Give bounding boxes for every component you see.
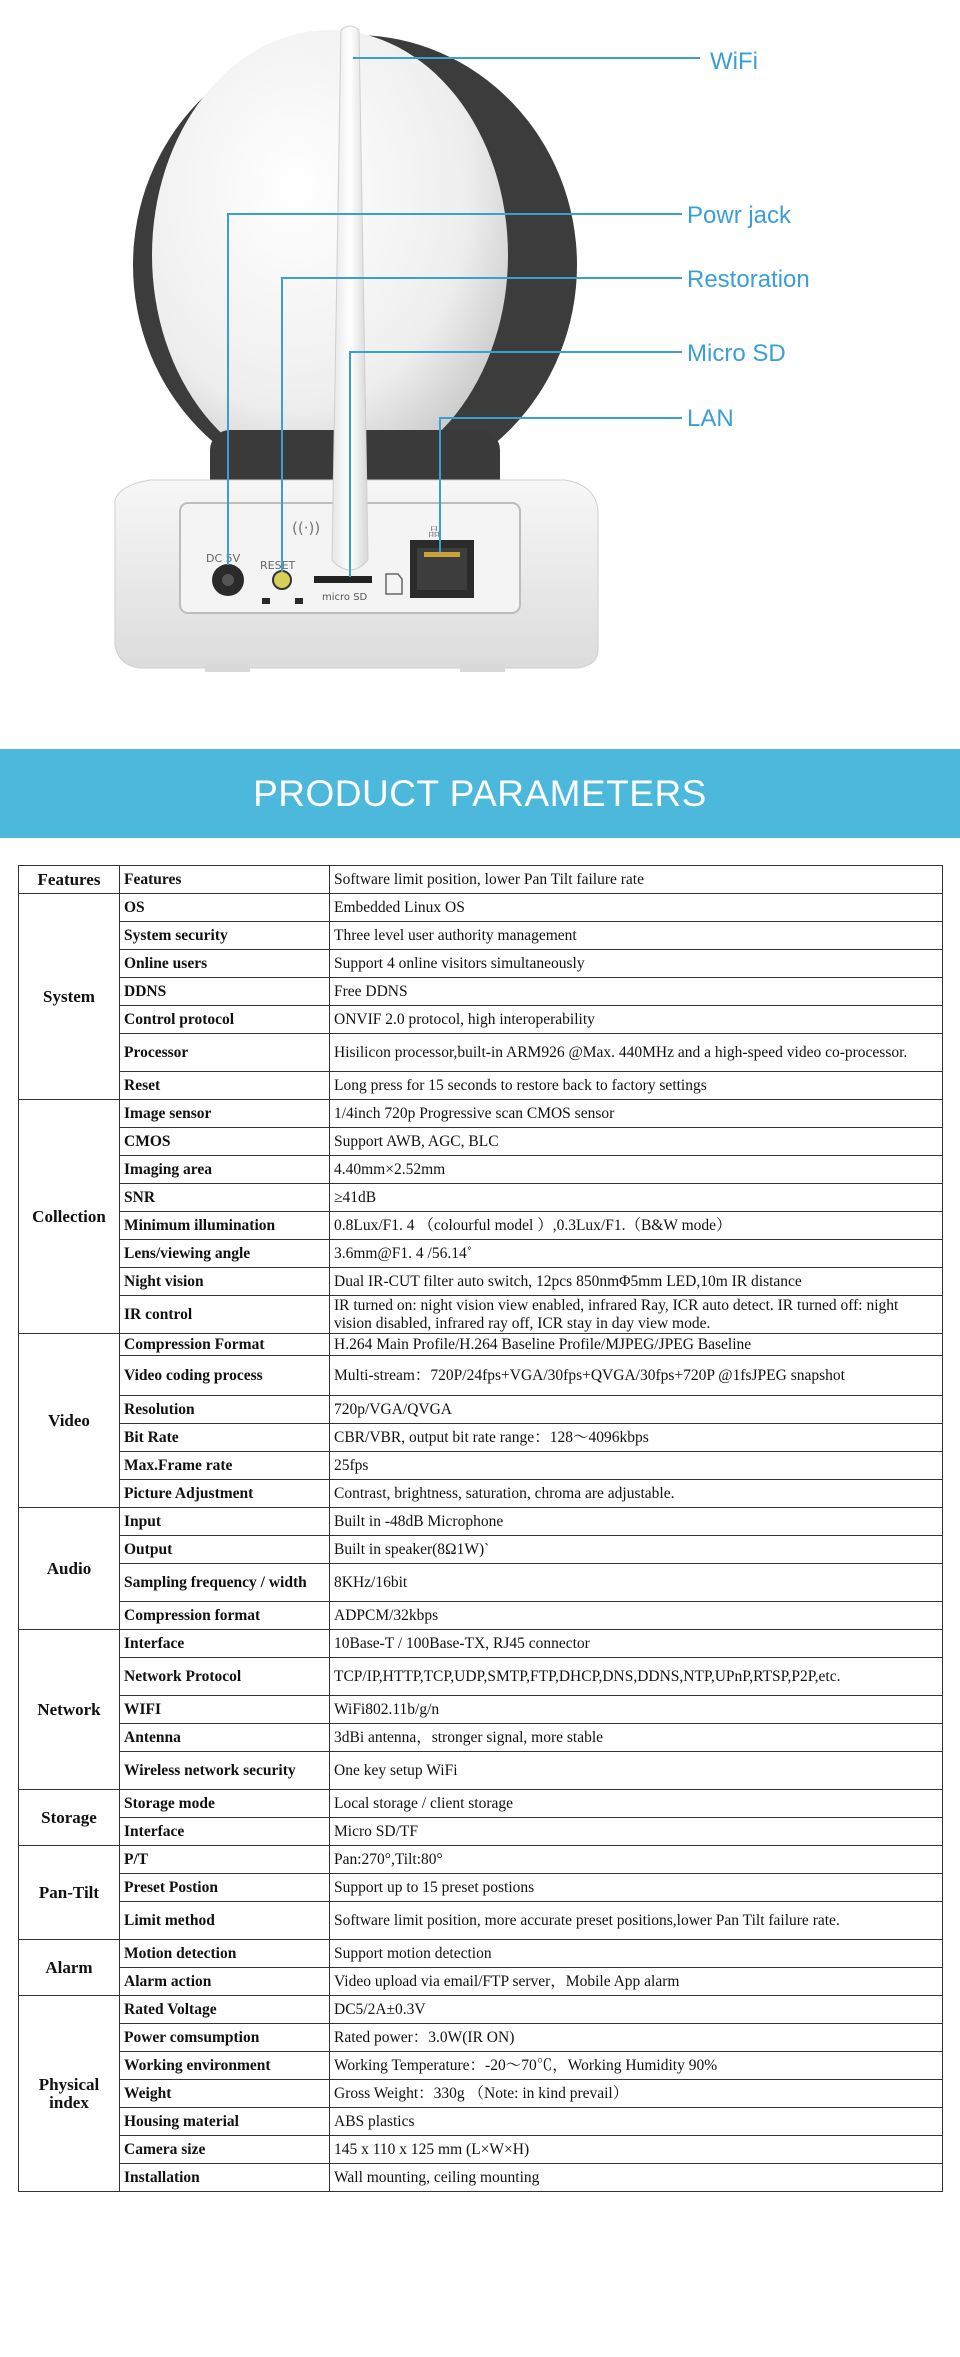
- camera-figure: [0, 0, 960, 745]
- parameter-value-cell: Wall mounting, ceiling mounting: [330, 2164, 943, 2192]
- parameter-name-cell: Input: [120, 1508, 330, 1536]
- category-cell: Storage: [19, 1790, 120, 1846]
- parameter-value-cell: 3.6mm@F1. 4 /56.14˚: [330, 1240, 943, 1268]
- table-row: [19, 866, 943, 894]
- table-row: [19, 1034, 943, 1072]
- table-row: [19, 950, 943, 978]
- parameter-name-cell: Lens/viewing angle: [120, 1240, 330, 1268]
- parameter-value-cell: DC5/2A±0.3V: [330, 1996, 943, 2024]
- parameter-value-cell: Three level user authority management: [330, 922, 943, 950]
- parameter-name-cell: Processor: [120, 1034, 330, 1072]
- parameter-value-cell: Pan:270°,Tilt:80°: [330, 1846, 943, 1874]
- parameter-value-cell: 1/4inch 720p Progressive scan CMOS sensor: [330, 1100, 943, 1128]
- parameter-value-cell: Software limit position, more accurate preset positions,lower Pan Tilt failure rate.: [330, 1902, 943, 1940]
- micro-port-label: micro SD: [322, 592, 368, 603]
- parameter-name-cell: Night vision: [120, 1268, 330, 1296]
- parameter-name-cell: Interface: [120, 1630, 330, 1658]
- parameter-value-cell: Built in speaker(8Ω1W)`: [330, 1536, 943, 1564]
- table-row: [19, 1268, 943, 1296]
- parameter-value-cell: Video upload via email/FTP server，Mobile App alarm: [330, 1968, 943, 1996]
- parameter-name-cell: WIFI: [120, 1696, 330, 1724]
- parameter-name-cell: CMOS: [120, 1128, 330, 1156]
- parameter-value-cell: WiFi802.11b/g/n: [330, 1696, 943, 1724]
- parameter-value-cell: Rated power：3.0W(IR ON): [330, 2024, 943, 2052]
- parameter-value-cell: 3dBi antenna，stronger signal, more stable: [330, 1724, 943, 1752]
- table-row: [19, 1902, 943, 1940]
- table-row: [19, 1452, 943, 1480]
- table-row: [19, 1296, 943, 1334]
- parameter-value-cell: Support motion detection: [330, 1940, 943, 1968]
- parameter-name-cell: Storage mode: [120, 1790, 330, 1818]
- parameter-name-cell: Camera size: [120, 2136, 330, 2164]
- parameter-name-cell: Picture Adjustment: [120, 1480, 330, 1508]
- parameter-value-cell: 145 x 110 x 125 mm (L×W×H): [330, 2136, 943, 2164]
- callout-wifi: WiFi: [710, 48, 758, 75]
- table-row: [19, 1940, 943, 1968]
- parameter-name-cell: Video coding process: [120, 1356, 330, 1396]
- camera-sphere: [152, 30, 508, 480]
- table-row: [19, 1396, 943, 1424]
- parameter-name-cell: Minimum illumination: [120, 1212, 330, 1240]
- parameter-name-cell: Resolution: [120, 1396, 330, 1424]
- table-row: [19, 1334, 943, 1356]
- parameter-value-cell: ≥41dB: [330, 1184, 943, 1212]
- table-row: [19, 1100, 943, 1128]
- product-parameters-table: [18, 865, 943, 2192]
- parameter-name-cell: Interface: [120, 1818, 330, 1846]
- parameter-name-cell: Rated Voltage: [120, 1996, 330, 2024]
- parameter-value-cell: ONVIF 2.0 protocol, high interoperability: [330, 1006, 943, 1034]
- parameter-value-cell: Support 4 online visitors simultaneously: [330, 950, 943, 978]
- parameter-name-cell: Housing material: [120, 2108, 330, 2136]
- table-row: [19, 2052, 943, 2080]
- table-row: [19, 1508, 943, 1536]
- callout-lan: LAN: [687, 405, 734, 432]
- table-row: [19, 1356, 943, 1396]
- parameter-value-cell: 25fps: [330, 1452, 943, 1480]
- parameter-name-cell: Control protocol: [120, 1006, 330, 1034]
- table-row: [19, 1724, 943, 1752]
- callout-restoration: Restoration: [687, 266, 810, 293]
- parameter-name-cell: DDNS: [120, 978, 330, 1006]
- banner-title: PRODUCT PARAMETERS: [253, 772, 707, 814]
- parameter-name-cell: Online users: [120, 950, 330, 978]
- parameter-value-cell: CBR/VBR, output bit rate range：128～4096kbps: [330, 1424, 943, 1452]
- parameter-name-cell: Power comsumption: [120, 2024, 330, 2052]
- parameter-name-cell: Image sensor: [120, 1100, 330, 1128]
- table-row: [19, 1818, 943, 1846]
- parameter-value-cell: 0.8Lux/F1. 4 （colourful model ）,0.3Lux/F1.（B&W mode）: [330, 1212, 943, 1240]
- category-cell: System: [19, 894, 120, 1100]
- table-row: [19, 978, 943, 1006]
- parameter-name-cell: Wireless network security: [120, 1752, 330, 1790]
- table-row: [19, 1424, 943, 1452]
- parameter-value-cell: One key setup WiFi: [330, 1752, 943, 1790]
- table-row: [19, 1968, 943, 1996]
- table-row: [19, 2136, 943, 2164]
- parameter-value-cell: Built in -48dB Microphone: [330, 1508, 943, 1536]
- parameter-value-cell: Free DDNS: [330, 978, 943, 1006]
- table-row: [19, 1128, 943, 1156]
- table-row: [19, 1602, 943, 1630]
- dc-port-label: DC 5V: [206, 552, 241, 565]
- section-banner: [0, 749, 960, 838]
- category-cell: Audio: [19, 1508, 120, 1630]
- callout-micro-sd: Micro SD: [687, 340, 786, 367]
- parameter-value-cell: Micro SD/TF: [330, 1818, 943, 1846]
- parameter-name-cell: Preset Postion: [120, 1874, 330, 1902]
- category-cell: Physical index: [19, 1996, 120, 2192]
- table-row: [19, 894, 943, 922]
- table-row: [19, 1480, 943, 1508]
- parameter-value-cell: Multi-stream：720P/24fps+VGA/30fps+QVGA/30fps+720P @1fsJPEG snapshot: [330, 1356, 943, 1396]
- parameter-value-cell: 4.40mm×2.52mm: [330, 1156, 943, 1184]
- parameter-name-cell: Compression format: [120, 1602, 330, 1630]
- parameter-value-cell: Support AWB, AGC, BLC: [330, 1128, 943, 1156]
- table-row: [19, 922, 943, 950]
- parameter-name-cell: Installation: [120, 2164, 330, 2192]
- table-row: [19, 1630, 943, 1658]
- table-row: [19, 1536, 943, 1564]
- table-row: [19, 2108, 943, 2136]
- parameter-value-cell: 8KHz/16bit: [330, 1564, 943, 1602]
- parameter-name-cell: Motion detection: [120, 1940, 330, 1968]
- parameter-value-cell: Contrast, brightness, saturation, chroma are adjustable.: [330, 1480, 943, 1508]
- parameter-name-cell: Features: [120, 866, 330, 894]
- parameter-name-cell: Weight: [120, 2080, 330, 2108]
- parameter-value-cell: ADPCM/32kbps: [330, 1602, 943, 1630]
- parameter-name-cell: Sampling frequency / width: [120, 1564, 330, 1602]
- parameter-value-cell: Support up to 15 preset postions: [330, 1874, 943, 1902]
- category-cell: Video: [19, 1334, 120, 1508]
- table-row: [19, 1790, 943, 1818]
- category-cell: Features: [19, 866, 120, 894]
- parameter-value-cell: IR turned on: night vision view enabled, infrared Ray, ICR auto detect. IR turned off: night vision disabled, infrared ray off, ICR stay in day view mode.: [330, 1296, 943, 1334]
- parameter-name-cell: P/T: [120, 1846, 330, 1874]
- category-cell: Pan-Tilt: [19, 1846, 120, 1940]
- parameter-name-cell: Bit Rate: [120, 1424, 330, 1452]
- table-row: [19, 1658, 943, 1696]
- parameter-name-cell: IR control: [120, 1296, 330, 1334]
- parameter-name-cell: Limit method: [120, 1902, 330, 1940]
- parameter-value-cell: Hisilicon processor,built-in ARM926 @Max. 440MHz and a high-speed video co-processor.: [330, 1034, 943, 1072]
- table-row: [19, 1072, 943, 1100]
- reset-button: [273, 571, 291, 589]
- callout-power-jack: Powr jack: [687, 202, 792, 229]
- table-row: [19, 1184, 943, 1212]
- parameter-name-cell: Imaging area: [120, 1156, 330, 1184]
- parameter-name-cell: SNR: [120, 1184, 330, 1212]
- parameter-value-cell: 10Base-T / 100Base-TX, RJ45 connector: [330, 1630, 943, 1658]
- parameter-name-cell: OS: [120, 894, 330, 922]
- reset-port-label: RESET: [260, 559, 296, 572]
- camera-illustration: [0, 0, 960, 745]
- category-cell: Collection: [19, 1100, 120, 1334]
- parameter-value-cell: Working Temperature：-20～70℃，Working Humidity 90%: [330, 2052, 943, 2080]
- parameter-name-cell: Output: [120, 1536, 330, 1564]
- parameter-name-cell: Antenna: [120, 1724, 330, 1752]
- table-row: [19, 1156, 943, 1184]
- parameter-value-cell: Software limit position, lower Pan Tilt failure rate: [330, 866, 943, 894]
- table-row: [19, 2024, 943, 2052]
- network-symbol-icon: 品: [428, 525, 441, 539]
- parameter-name-cell: Max.Frame rate: [120, 1452, 330, 1480]
- table-row: [19, 1006, 943, 1034]
- table-row: [19, 1212, 943, 1240]
- parameter-value-cell: TCP/IP,HTTP,TCP,UDP,SMTP,FTP,DHCP,DNS,DDNS,NTP,UPnP,RTSP,P2P,etc.: [330, 1658, 943, 1696]
- table-row: [19, 1846, 943, 1874]
- parameter-name-cell: System security: [120, 922, 330, 950]
- micro-sd-slot: [314, 576, 372, 583]
- parameter-name-cell: Reset: [120, 1072, 330, 1100]
- table-row: [19, 2164, 943, 2192]
- table-row: [19, 1564, 943, 1602]
- parameter-value-cell: ABS plastics: [330, 2108, 943, 2136]
- table-row: [19, 1996, 943, 2024]
- table-row: [19, 2080, 943, 2108]
- parameter-value-cell: Local storage / client storage: [330, 1790, 943, 1818]
- category-cell: Network: [19, 1630, 120, 1790]
- category-cell: Alarm: [19, 1940, 120, 1996]
- parameter-value-cell: 720p/VGA/QVGA: [330, 1396, 943, 1424]
- parameter-value-cell: Long press for 15 seconds to restore back to factory settings: [330, 1072, 943, 1100]
- parameter-name-cell: Working environment: [120, 2052, 330, 2080]
- wifi-symbol-icon: ((·)): [292, 519, 321, 537]
- parameter-name-cell: Network Protocol: [120, 1658, 330, 1696]
- parameter-value-cell: Embedded Linux OS: [330, 894, 943, 922]
- parameter-name-cell: Compression Format: [120, 1334, 330, 1356]
- parameter-value-cell: Dual IR-CUT filter auto switch, 12pcs 850nmΦ5mm LED,10m IR distance: [330, 1268, 943, 1296]
- parameter-value-cell: H.264 Main Profile/H.264 Baseline Profile/MJPEG/JPEG Baseline: [330, 1334, 943, 1356]
- table-row: [19, 1240, 943, 1268]
- parameter-name-cell: Alarm action: [120, 1968, 330, 1996]
- table-row: [19, 1752, 943, 1790]
- table-row: [19, 1696, 943, 1724]
- parameter-value-cell: Gross Weight：330g （Note: in kind prevail）: [330, 2080, 943, 2108]
- table-row: [19, 1874, 943, 1902]
